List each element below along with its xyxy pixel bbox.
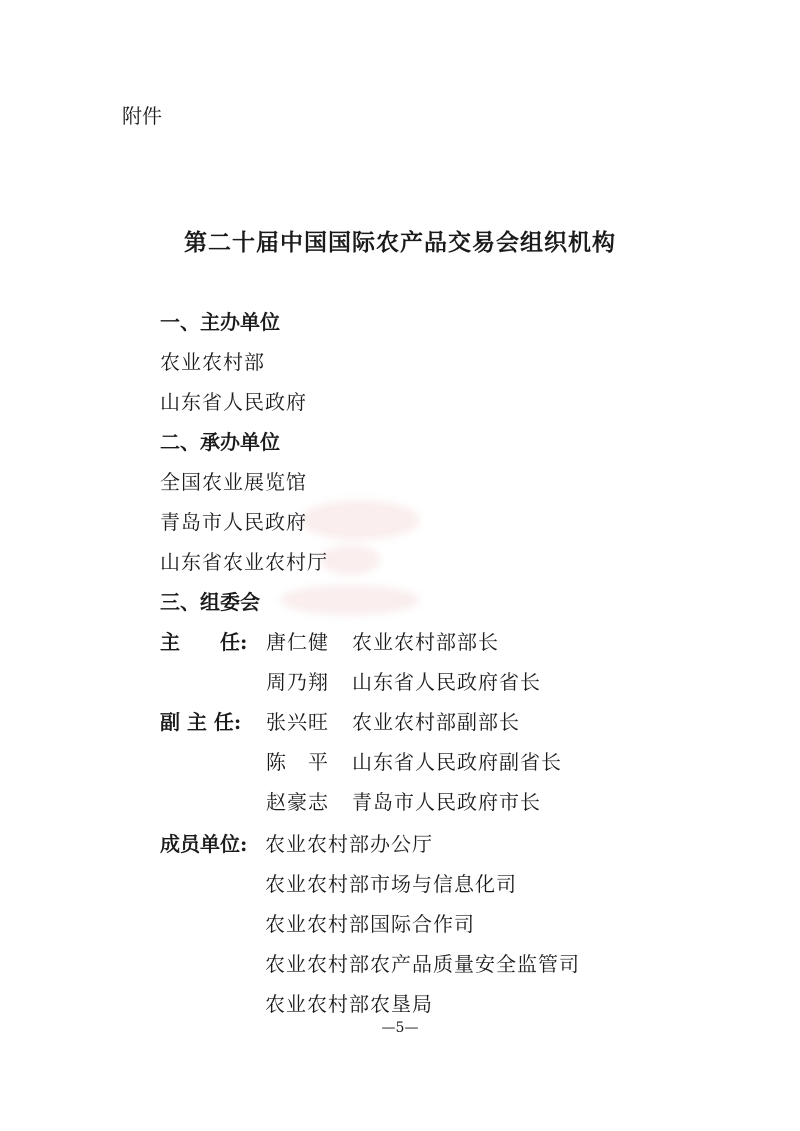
organizer-item: 青岛市人民政府	[160, 510, 307, 534]
director-position: 农业农村部部长	[352, 630, 499, 654]
director-label: 主 任:	[160, 630, 248, 654]
deputy-position: 农业农村部副部长	[352, 710, 520, 734]
host-item: 农业农村部	[160, 350, 265, 374]
section-committee-heading: 三、组委会	[160, 590, 260, 614]
member-unit: 农业农村部办公厅	[265, 832, 433, 856]
deputy-position: 山东省人民政府副省长	[352, 750, 562, 774]
stamp-bleed	[280, 585, 420, 615]
director-name: 周乃翔	[266, 670, 329, 694]
page-title: 第二十届中国国际农产品交易会组织机构	[184, 229, 616, 256]
deputy-label: 副 主 任:	[160, 710, 242, 734]
organizer-item: 全国农业展览馆	[160, 470, 307, 494]
member-unit: 农业农村部农产品质量安全监管司	[265, 952, 580, 976]
member-unit: 农业农村部国际合作司	[265, 912, 475, 936]
page-number: —5—	[381, 1020, 419, 1036]
director-position: 山东省人民政府省长	[352, 670, 541, 694]
deputy-name: 赵豪志	[266, 790, 329, 814]
members-label: 成员单位:	[160, 832, 248, 856]
deputy-name: 陈 平	[266, 750, 329, 774]
attachment-label: 附件	[122, 104, 162, 128]
section-host-heading: 一、主办单位	[160, 310, 280, 334]
organizer-item: 山东省农业农村厅	[160, 550, 328, 574]
stamp-bleed	[320, 545, 380, 575]
deputy-position: 青岛市人民政府市长	[352, 790, 541, 814]
deputy-name: 张兴旺	[266, 710, 329, 734]
director-name: 唐仁健	[266, 630, 329, 654]
member-unit: 农业农村部市场与信息化司	[265, 872, 517, 896]
host-item: 山东省人民政府	[160, 390, 307, 414]
stamp-bleed	[300, 500, 420, 540]
member-unit: 农业农村部农垦局	[265, 992, 433, 1016]
section-organizer-heading: 二、承办单位	[160, 430, 280, 454]
